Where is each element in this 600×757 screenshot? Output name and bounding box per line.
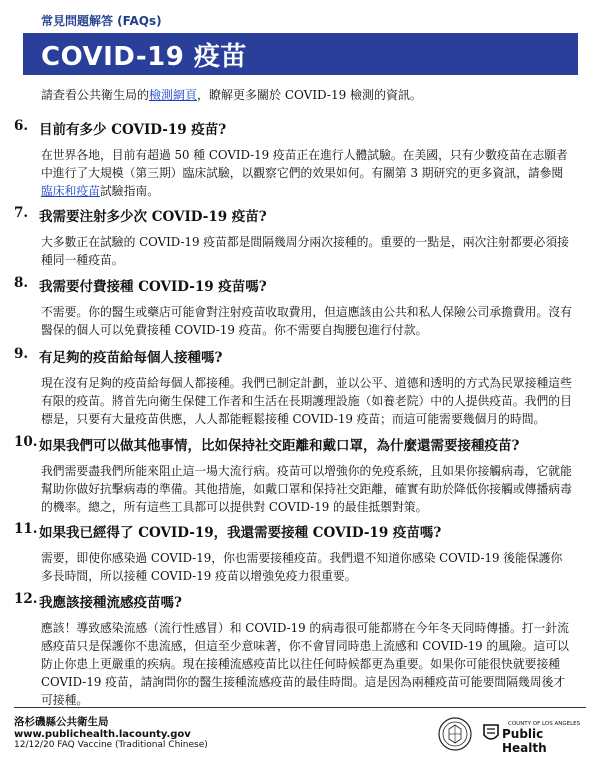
answer-text: 現在沒有足夠的疫苗給每個人都接種。我們已制定計劃，並以公平、道德和透明的方式為民眾接種這些有限的疫苗。將首先向衛生保健工作者和生活在長期護理設施（如養老院）中的人提供疫苗。我們的目標是，只要有大量疫苗供應，人人都能輕鬆接種 COVID-19 疫苗；而這可能需要幾個月的時間。 bbox=[41, 376, 572, 426]
question-number: 10. bbox=[14, 434, 38, 450]
public-health-logo bbox=[482, 721, 582, 755]
page-title: COVID-19 疫苗 bbox=[41, 41, 247, 72]
faq-item-11 bbox=[14, 521, 574, 585]
county-seal-icon bbox=[438, 717, 472, 751]
question-text: 我需要注射多少次 COVID-19 疫苗? bbox=[39, 209, 267, 225]
footer bbox=[14, 707, 586, 755]
intro-after: ，瞭解更多關於 COVID-19 檢測的資訊。 bbox=[197, 88, 423, 102]
testing-page-link[interactable]: 檢測網頁 bbox=[149, 88, 198, 102]
public-health-logo-icon bbox=[482, 723, 500, 743]
faq-item-10 bbox=[14, 434, 574, 516]
question-text: 目前有多少 COVID-19 疫苗? bbox=[39, 122, 227, 138]
answer-tail: 試驗指南。 bbox=[100, 184, 159, 198]
faq-kicker: 常見問題解答 (FAQs) bbox=[41, 14, 162, 28]
department-name: 洛杉磯縣公共衛生局 bbox=[14, 716, 109, 728]
logo-county-text: COUNTY OF LOS ANGELES bbox=[508, 721, 581, 727]
question-text: 我應該接種流感疫苗嗎? bbox=[39, 595, 182, 611]
document-id: 12/12/20 FAQ Vaccine (Traditional Chinese) bbox=[14, 740, 208, 750]
question-text: 如果我已經得了 COVID-19，我還需要接種 COVID-19 疫苗嗎? bbox=[39, 525, 442, 541]
intro-text bbox=[41, 86, 571, 103]
faq-item-6 bbox=[14, 118, 574, 200]
question-text: 我需要付費接種 COVID-19 疫苗嗎? bbox=[39, 279, 267, 295]
logo-public-health-text: Public Health bbox=[502, 727, 547, 755]
clinical-vaccine-link[interactable]: 臨床和疫苗 bbox=[41, 184, 100, 198]
question-text: 有足夠的疫苗給每個人接種嗎? bbox=[39, 350, 223, 366]
faq-item-8 bbox=[14, 275, 574, 339]
answer-body: 在世界各地，目前有超過 50 種 COVID-19 疫苗正在進行人體試驗。在美國，只有少數疫苗在志願者中進行了大規模（第三期）臨床試驗，以觀察它們的效果如何。有關第 3 期研究的更多資訊，請參閱 bbox=[41, 148, 568, 180]
question-number: 9. bbox=[14, 346, 29, 362]
answer-text: 應該！導致感染流感（流行性感冒）和 COVID-19 的病毒很可能都將在今年冬天同時傳播。打一針流感疫苗只是保護你不患流感，但這至少意味著，你不會冒同時患上流感和 COVID-19 的風險。這可以防止你患上更嚴重的疾病。現在接種流感疫苗比以往任何時候都更為重要。如果你可能很快就要接種 COVID-19 疫苗，請詢問你的醫生接種流感疫苗的最佳時間。這是因為兩種疫苗可能要間隔幾周後才可接種。 bbox=[41, 621, 569, 707]
faq-item-7 bbox=[14, 205, 574, 269]
question-number: 8. bbox=[14, 275, 29, 291]
question-number: 7. bbox=[14, 205, 29, 221]
question-text: 如果我們可以做其他事情，比如保持社交距離和戴口罩，為什麼還需要接種疫苗? bbox=[39, 438, 520, 454]
answer-text: 需要，即使你感染過 COVID-19，你也需要接種疫苗。我們還不知道你感染 COVID-19 後能保護你多長時間，所以接種 COVID-19 疫苗以增強免疫力很重要。 bbox=[41, 551, 563, 583]
website-link[interactable]: www.publichealth.lacounty.gov bbox=[14, 729, 191, 740]
intro-before: 請查看公共衛生局的 bbox=[41, 88, 150, 102]
question-number: 6. bbox=[14, 118, 29, 134]
header bbox=[23, 5, 578, 75]
question-number: 11. bbox=[14, 521, 38, 537]
answer-text bbox=[41, 146, 574, 200]
answer-text: 不需要。你的醫生或藥店可能會對注射疫苗收取費用，但這應該由公共和私人保險公司承擔費用。沒有醫保的個人可以免費接種 COVID-19 疫苗。你不需要自掏腰包進行付款。 bbox=[41, 305, 572, 337]
faq-item-9 bbox=[14, 346, 574, 428]
page-title-bar bbox=[23, 33, 578, 75]
answer-text: 我們需要盡我們所能來阻止這一場大流行病。疫苗可以增強你的免疫系統，且如果你接觸病毒，它就能幫助你做好抗擊病毒的準備。其他措施，如戴口罩和保持社交距離，確實有助於降低你接觸或傳播病毒的機率。總之，所有這些工具都可以提供對 COVID-19 的最佳抵禦對策。 bbox=[41, 464, 572, 514]
answer-text: 大多數正在試驗的 COVID-19 疫苗都是間隔幾周分兩次接種的。重要的一點是，兩次注射都要必須接種同一種疫苗。 bbox=[41, 235, 569, 267]
question-number: 12. bbox=[14, 591, 38, 607]
faq-item-12 bbox=[14, 591, 574, 709]
footer-divider bbox=[14, 707, 586, 708]
